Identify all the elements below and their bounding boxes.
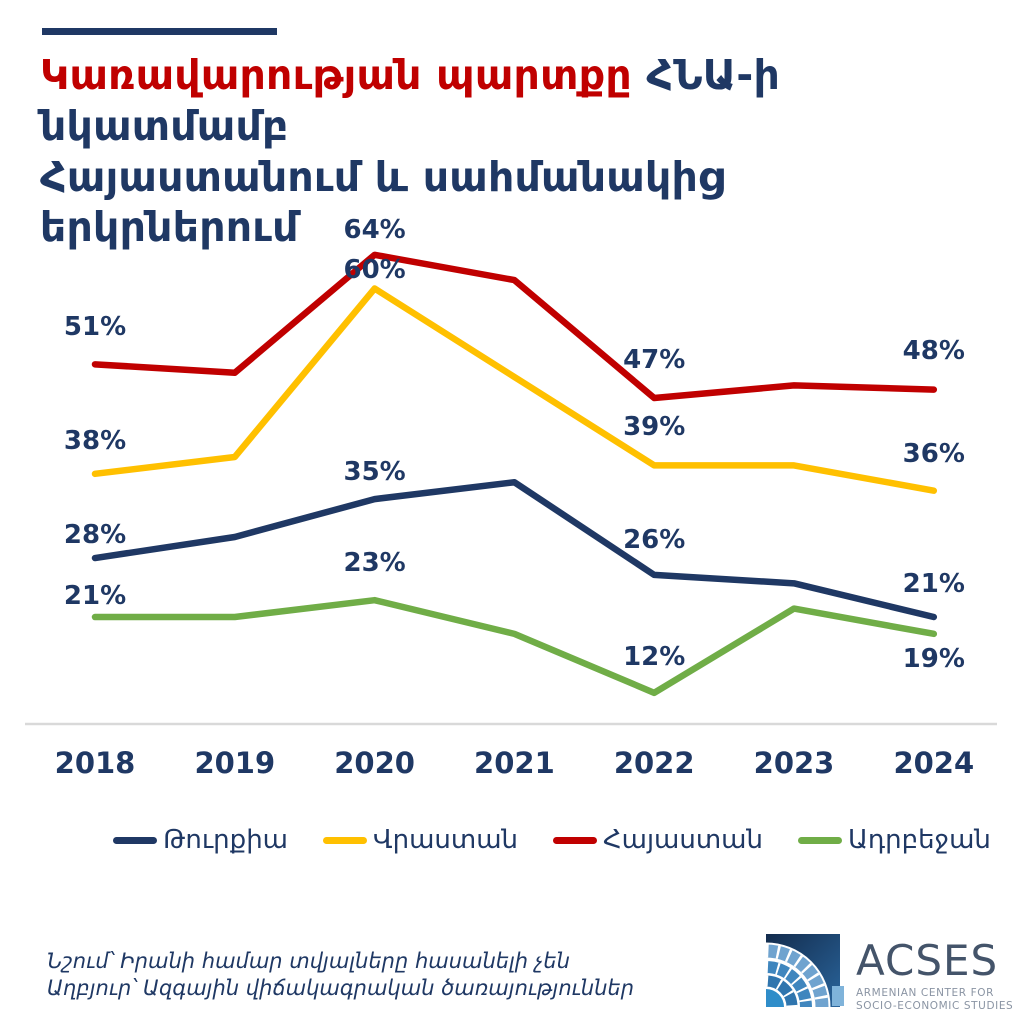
legend-item-georgia — [323, 825, 518, 855]
legend-label-georgia: Վրաստան — [373, 825, 519, 855]
footnote-note: Նշում՝ Իրանի համար տվյալները հասանելի չեն — [47, 949, 570, 973]
x-tick-2020: 2020 — [334, 746, 415, 780]
data-label-georgia-2022: 39% — [623, 412, 686, 443]
footnote — [47, 948, 634, 1003]
footnote-source: Աղբյուր՝ Ազգային վիճակագրական ծառայություններ — [47, 976, 635, 1001]
x-tick-2019: 2019 — [194, 746, 276, 780]
acses-logo-icon — [766, 934, 846, 1008]
legend-label-azerbaijan: Ադրբեջան — [847, 825, 991, 855]
legend — [80, 820, 1024, 860]
georgia-legend-swatch — [323, 837, 367, 844]
title-rest: ՀՆԱ-ի նկատմամբ — [40, 51, 781, 150]
data-label-armenia-2018: 51% — [63, 312, 127, 343]
data-label-turkey-2018: 28% — [63, 520, 127, 551]
x-tick-2024: 2024 — [893, 746, 975, 780]
title-highlight: Կառավարության պարտքը — [40, 51, 632, 99]
series-line-turkey — [95, 482, 934, 617]
data-label-turkey-2020: 35% — [343, 457, 406, 488]
logo-caption-line2: SOCIO-ECONOMIC STUDIES — [856, 999, 1014, 1012]
turkey-legend-swatch — [113, 837, 157, 844]
logo-caption — [856, 987, 1013, 1012]
data-label-armenia-2022: 47% — [623, 345, 686, 376]
acses-logo — [766, 934, 1016, 1014]
data-label-turkey-2022: 26% — [623, 524, 686, 555]
legend-item-azerbaijan — [798, 825, 991, 855]
logo-caption-line1: ARMENIAN CENTER FOR — [856, 987, 994, 999]
title-line2: Հայաստանում և սահմանակից երկրներում — [40, 152, 725, 252]
data-label-azerbaijan-2022: 12% — [623, 641, 686, 672]
legend-label-armenia: Հայաստան — [603, 825, 763, 855]
x-tick-2022: 2022 — [613, 746, 695, 780]
logo-acronym: ACSES — [856, 936, 999, 985]
series-line-azerbaijan — [95, 600, 934, 693]
data-label-armenia-2024: 48% — [902, 335, 965, 366]
data-label-georgia-2024: 36% — [902, 438, 965, 469]
data-label-turkey-2024: 21% — [902, 569, 965, 600]
data-label-georgia-2018: 38% — [63, 425, 127, 456]
legend-label-turkey: Թուրքիա — [163, 825, 289, 855]
legend-item-armenia — [553, 825, 763, 855]
x-tick-2018: 2018 — [54, 746, 136, 780]
data-label-azerbaijan-2018: 21% — [63, 581, 127, 612]
data-label-azerbaijan-2020: 23% — [343, 548, 406, 579]
series-line-georgia — [95, 289, 934, 491]
x-tick-2021: 2021 — [474, 746, 555, 780]
acses-logo-text — [856, 936, 1014, 1012]
data-label-azerbaijan-2024: 19% — [902, 643, 965, 674]
data-label-georgia-2020: 60% — [343, 254, 406, 285]
data-label-armenia-2020: 64% — [343, 214, 406, 245]
legend-item-turkey — [113, 825, 288, 855]
azerbaijan-legend-swatch — [798, 837, 842, 844]
x-tick-2023: 2023 — [753, 746, 835, 780]
armenia-legend-swatch — [553, 837, 597, 844]
